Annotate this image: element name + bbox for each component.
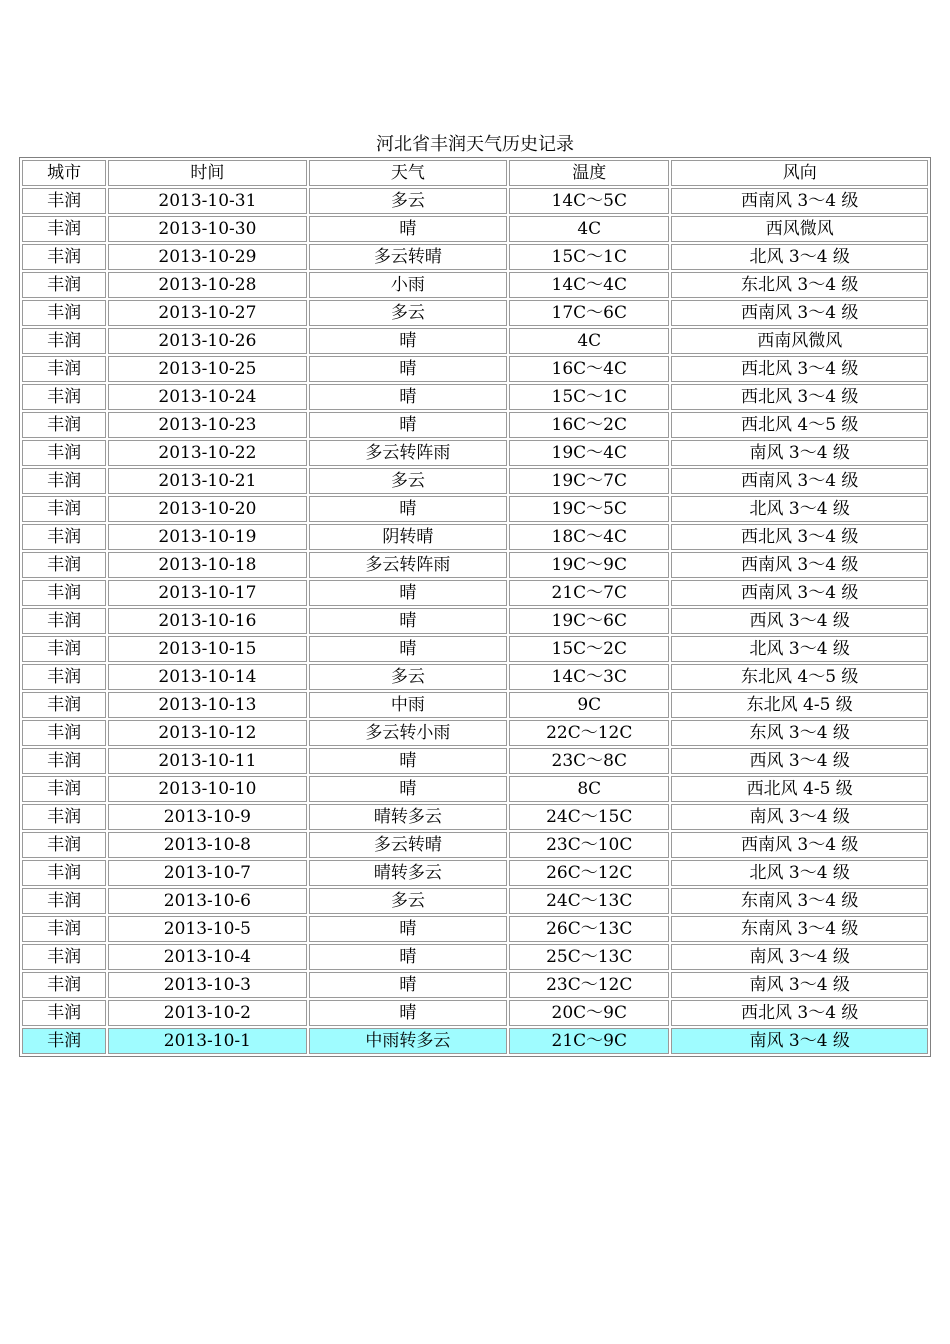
table-row: [22, 692, 928, 718]
date-cell: 2013-10-12: [108, 720, 306, 746]
date-cell: 2013-10-27: [108, 300, 306, 326]
table-row: [22, 580, 928, 606]
wind-cell: 北风 3～4 级: [671, 860, 928, 886]
weather-cell: 多云: [309, 468, 507, 494]
date-cell: 2013-10-18: [108, 552, 306, 578]
temperature-cell: 15C～1C: [509, 384, 669, 410]
table-row: [22, 272, 928, 298]
temperature-cell: 14C～3C: [509, 664, 669, 690]
weather-cell: 晴: [309, 944, 507, 970]
date-cell: 2013-10-9: [108, 804, 306, 830]
weather-cell: 晴: [309, 972, 507, 998]
temperature-cell: 26C～13C: [509, 916, 669, 942]
wind-cell: 南风 3～4 级: [671, 944, 928, 970]
weather-cell: 多云: [309, 188, 507, 214]
weather-cell: 晴: [309, 496, 507, 522]
city-cell: 丰润: [22, 916, 106, 942]
date-cell: 2013-10-30: [108, 216, 306, 242]
temperature-cell: 4C: [509, 216, 669, 242]
table-row: [22, 636, 928, 662]
wind-cell: 南风 3～4 级: [671, 804, 928, 830]
city-cell: 丰润: [22, 552, 106, 578]
temperature-cell: 4C: [509, 328, 669, 354]
city-cell: 丰润: [22, 832, 106, 858]
wind-cell: 西北风 3～4 级: [671, 384, 928, 410]
date-cell: 2013-10-1: [108, 1028, 306, 1054]
city-cell: 丰润: [22, 412, 106, 438]
city-cell: 丰润: [22, 580, 106, 606]
weather-cell: 晴: [309, 384, 507, 410]
table-row: [22, 748, 928, 774]
wind-cell: 西北风 4-5 级: [671, 776, 928, 802]
wind-cell: 西风 3～4 级: [671, 748, 928, 774]
date-cell: 2013-10-13: [108, 692, 306, 718]
wind-cell: 南风 3～4 级: [671, 440, 928, 466]
weather-cell: 中雨: [309, 692, 507, 718]
temperature-cell: 19C～9C: [509, 552, 669, 578]
city-cell: 丰润: [22, 1028, 106, 1054]
page-title: 河北省丰润天气历史记录: [376, 134, 574, 155]
wind-cell: 东南风 3～4 级: [671, 916, 928, 942]
table-row: [22, 972, 928, 998]
table-row: [22, 440, 928, 466]
city-cell: 丰润: [22, 216, 106, 242]
temperature-cell: 22C～12C: [509, 720, 669, 746]
table-row: [22, 608, 928, 634]
city-cell: 丰润: [22, 188, 106, 214]
weather-cell: 多云: [309, 664, 507, 690]
temperature-cell: 21C～7C: [509, 580, 669, 606]
header-temperature: 温度: [509, 160, 669, 186]
wind-cell: 北风 3～4 级: [671, 496, 928, 522]
city-cell: 丰润: [22, 300, 106, 326]
city-cell: 丰润: [22, 692, 106, 718]
table-row: [22, 328, 928, 354]
wind-cell: 东北风 4～5 级: [671, 664, 928, 690]
temperature-cell: 16C～2C: [509, 412, 669, 438]
table-row: [22, 860, 928, 886]
date-cell: 2013-10-16: [108, 608, 306, 634]
wind-cell: 东风 3～4 级: [671, 720, 928, 746]
weather-cell: 晴: [309, 916, 507, 942]
date-cell: 2013-10-4: [108, 944, 306, 970]
date-cell: 2013-10-6: [108, 888, 306, 914]
city-cell: 丰润: [22, 776, 106, 802]
table-row: [22, 524, 928, 550]
table-row: [22, 1028, 928, 1054]
weather-cell: 晴: [309, 1000, 507, 1026]
table-row: [22, 552, 928, 578]
weather-cell: 晴: [309, 412, 507, 438]
temperature-cell: 19C～5C: [509, 496, 669, 522]
table-row: [22, 720, 928, 746]
weather-cell: 多云转阵雨: [309, 440, 507, 466]
date-cell: 2013-10-26: [108, 328, 306, 354]
city-cell: 丰润: [22, 440, 106, 466]
date-cell: 2013-10-14: [108, 664, 306, 690]
table-row: [22, 1000, 928, 1026]
date-cell: 2013-10-20: [108, 496, 306, 522]
table-row: [22, 384, 928, 410]
table-row: [22, 888, 928, 914]
table-row: [22, 300, 928, 326]
date-cell: 2013-10-5: [108, 916, 306, 942]
date-cell: 2013-10-25: [108, 356, 306, 382]
header-date: 时间: [108, 160, 306, 186]
weather-cell: 晴转多云: [309, 804, 507, 830]
city-cell: 丰润: [22, 608, 106, 634]
city-cell: 丰润: [22, 860, 106, 886]
temperature-cell: 19C～4C: [509, 440, 669, 466]
temperature-cell: 17C～6C: [509, 300, 669, 326]
wind-cell: 西北风 3～4 级: [671, 524, 928, 550]
temperature-cell: 20C～9C: [509, 1000, 669, 1026]
city-cell: 丰润: [22, 384, 106, 410]
temperature-cell: 9C: [509, 692, 669, 718]
city-cell: 丰润: [22, 272, 106, 298]
date-cell: 2013-10-23: [108, 412, 306, 438]
table-row: [22, 944, 928, 970]
date-cell: 2013-10-17: [108, 580, 306, 606]
wind-cell: 西南风 3～4 级: [671, 300, 928, 326]
wind-cell: 西南风 3～4 级: [671, 552, 928, 578]
date-cell: 2013-10-19: [108, 524, 306, 550]
table-row: [22, 832, 928, 858]
wind-cell: 西风微风: [671, 216, 928, 242]
header-weather: 天气: [309, 160, 507, 186]
date-cell: 2013-10-21: [108, 468, 306, 494]
city-cell: 丰润: [22, 636, 106, 662]
date-cell: 2013-10-24: [108, 384, 306, 410]
wind-cell: 西北风 4～5 级: [671, 412, 928, 438]
weather-cell: 晴: [309, 580, 507, 606]
weather-history-table: [19, 157, 931, 1057]
date-cell: 2013-10-11: [108, 748, 306, 774]
city-cell: 丰润: [22, 1000, 106, 1026]
city-cell: 丰润: [22, 804, 106, 830]
wind-cell: 南风 3～4 级: [671, 1028, 928, 1054]
wind-cell: 东南风 3～4 级: [671, 888, 928, 914]
weather-cell: 多云转小雨: [309, 720, 507, 746]
date-cell: 2013-10-28: [108, 272, 306, 298]
weather-cell: 多云: [309, 888, 507, 914]
table-header-row: [22, 160, 928, 186]
table-row: [22, 776, 928, 802]
temperature-cell: 18C～4C: [509, 524, 669, 550]
table-row: [22, 412, 928, 438]
city-cell: 丰润: [22, 244, 106, 270]
temperature-cell: 21C～9C: [509, 1028, 669, 1054]
weather-cell: 多云: [309, 300, 507, 326]
table-row: [22, 664, 928, 690]
weather-cell: 晴: [309, 356, 507, 382]
temperature-cell: 26C～12C: [509, 860, 669, 886]
wind-cell: 西北风 3～4 级: [671, 1000, 928, 1026]
weather-cell: 晴: [309, 636, 507, 662]
city-cell: 丰润: [22, 944, 106, 970]
temperature-cell: 16C～4C: [509, 356, 669, 382]
date-cell: 2013-10-15: [108, 636, 306, 662]
weather-cell: 晴: [309, 608, 507, 634]
header-city: 城市: [22, 160, 106, 186]
city-cell: 丰润: [22, 888, 106, 914]
city-cell: 丰润: [22, 356, 106, 382]
wind-cell: 西南风 3～4 级: [671, 188, 928, 214]
wind-cell: 西风 3～4 级: [671, 608, 928, 634]
weather-cell: 中雨转多云: [309, 1028, 507, 1054]
wind-cell: 西北风 3～4 级: [671, 356, 928, 382]
weather-cell: 多云转晴: [309, 244, 507, 270]
wind-cell: 北风 3～4 级: [671, 636, 928, 662]
table-row: [22, 188, 928, 214]
table-body: [22, 188, 928, 1054]
city-cell: 丰润: [22, 496, 106, 522]
city-cell: 丰润: [22, 972, 106, 998]
temperature-cell: 25C～13C: [509, 944, 669, 970]
wind-cell: 东北风 3～4 级: [671, 272, 928, 298]
temperature-cell: 24C～15C: [509, 804, 669, 830]
date-cell: 2013-10-7: [108, 860, 306, 886]
table-row: [22, 356, 928, 382]
wind-cell: 西南风 3～4 级: [671, 832, 928, 858]
temperature-cell: 19C～6C: [509, 608, 669, 634]
city-cell: 丰润: [22, 720, 106, 746]
weather-cell: 晴转多云: [309, 860, 507, 886]
temperature-cell: 15C～1C: [509, 244, 669, 270]
temperature-cell: 15C～2C: [509, 636, 669, 662]
table-row: [22, 468, 928, 494]
weather-cell: 晴: [309, 216, 507, 242]
table-row: [22, 244, 928, 270]
date-cell: 2013-10-22: [108, 440, 306, 466]
date-cell: 2013-10-31: [108, 188, 306, 214]
weather-cell: 阴转晴: [309, 524, 507, 550]
weather-cell: 小雨: [309, 272, 507, 298]
weather-cell: 多云转阵雨: [309, 552, 507, 578]
temperature-cell: 19C～7C: [509, 468, 669, 494]
wind-cell: 东北风 4-5 级: [671, 692, 928, 718]
date-cell: 2013-10-10: [108, 776, 306, 802]
wind-cell: 北风 3～4 级: [671, 244, 928, 270]
city-cell: 丰润: [22, 468, 106, 494]
temperature-cell: 23C～10C: [509, 832, 669, 858]
temperature-cell: 14C～4C: [509, 272, 669, 298]
temperature-cell: 8C: [509, 776, 669, 802]
city-cell: 丰润: [22, 524, 106, 550]
weather-cell: 多云转晴: [309, 832, 507, 858]
temperature-cell: 14C～5C: [509, 188, 669, 214]
temperature-cell: 24C～13C: [509, 888, 669, 914]
date-cell: 2013-10-2: [108, 1000, 306, 1026]
city-cell: 丰润: [22, 748, 106, 774]
date-cell: 2013-10-8: [108, 832, 306, 858]
table-row: [22, 916, 928, 942]
weather-cell: 晴: [309, 328, 507, 354]
city-cell: 丰润: [22, 328, 106, 354]
date-cell: 2013-10-29: [108, 244, 306, 270]
city-cell: 丰润: [22, 664, 106, 690]
temperature-cell: 23C～8C: [509, 748, 669, 774]
table-row: [22, 216, 928, 242]
wind-cell: 南风 3～4 级: [671, 972, 928, 998]
header-wind: 风向: [671, 160, 928, 186]
wind-cell: 西南风 3～4 级: [671, 468, 928, 494]
table-row: [22, 804, 928, 830]
weather-cell: 晴: [309, 748, 507, 774]
temperature-cell: 23C～12C: [509, 972, 669, 998]
weather-cell: 晴: [309, 776, 507, 802]
wind-cell: 西南风 3～4 级: [671, 580, 928, 606]
wind-cell: 西南风微风: [671, 328, 928, 354]
date-cell: 2013-10-3: [108, 972, 306, 998]
table-row: [22, 496, 928, 522]
